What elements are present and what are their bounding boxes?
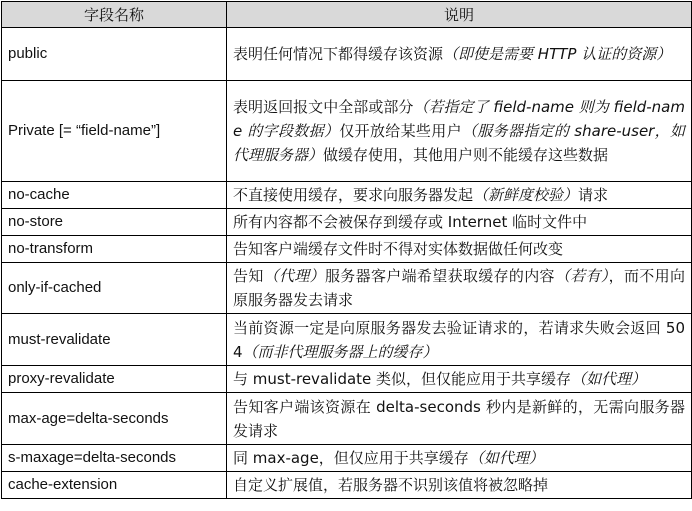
description-text: 服务器客户端希望获取缓存的内容 [324, 267, 555, 285]
description-cell [227, 209, 692, 236]
description-text: 仅开放给某些用户 [339, 122, 462, 140]
description-cell [227, 393, 692, 445]
description-text: ，而不用向原服务器发去请求 [233, 267, 685, 309]
field-name-cell: Private [= “field-name”] [2, 81, 227, 182]
table-row [2, 263, 692, 314]
table-row [2, 182, 692, 209]
table-row [2, 28, 692, 81]
description-note: （代理） [263, 267, 325, 285]
field-name-cell: only-if-cached [2, 263, 227, 314]
field-name-cell: cache-extension [2, 472, 227, 499]
field-name-cell: s-maxage=delta-seconds [2, 445, 227, 472]
table-header-row [2, 2, 692, 28]
field-name-cell: max-age=delta-seconds [2, 393, 227, 445]
header-description: 说明 [227, 2, 692, 28]
field-name-cell: no-store [2, 209, 227, 236]
description-text: 请求 [578, 186, 609, 204]
field-name-cell: proxy-revalidate [2, 366, 227, 393]
description-cell [227, 236, 692, 263]
table-row [2, 472, 692, 499]
description-text: 所有内容都不会被保存到缓存或 Internet 临时文件中 [233, 213, 588, 231]
description-cell [227, 314, 692, 366]
field-name-cell: public [2, 28, 227, 81]
description-cell [227, 472, 692, 499]
description-cell [227, 445, 692, 472]
table-body [2, 28, 692, 499]
table-row [2, 236, 692, 263]
description-note: （若有） [554, 267, 609, 285]
description-text: 告知 [233, 267, 264, 285]
description-text: 告知客户端缓存文件时不得对实体数据做任何改变 [233, 240, 564, 258]
description-text: 自定义扩展值，若服务器不识别该值将被忽略掉 [233, 476, 549, 494]
description-text: 与 must-revalidate 类似，但仅能应用于共享缓存 [233, 370, 572, 388]
table-row [2, 209, 692, 236]
description-cell [227, 366, 692, 393]
description-cell [227, 28, 692, 81]
description-text: 同 max-age，但仅应用于共享缓存 [233, 449, 469, 467]
description-note: （如代理） [468, 449, 544, 467]
description-text: 当前资源一定是向原服务器发去验证请求的，若请求失败会返回 504 [233, 318, 685, 361]
description-note: （即使是需要 HTTP 认证的资源） [443, 45, 672, 63]
field-name-cell: must-revalidate [2, 314, 227, 366]
description-cell [227, 263, 692, 314]
description-note: （新鲜度校验） [473, 186, 579, 204]
table-row [2, 445, 692, 472]
table-row [2, 81, 692, 182]
field-name-cell: no-cache [2, 182, 227, 209]
description-note: （服务器指定的 share-user，如代理服务器） [233, 122, 685, 164]
description-cell [227, 182, 692, 209]
description-note: （而非代理服务器上的缓存） [242, 342, 438, 361]
description-note: （若指定了 field-name 则为 field-name 的字段数据） [233, 98, 685, 140]
cache-control-table [1, 1, 692, 499]
description-cell [227, 81, 692, 182]
table-row [2, 393, 692, 445]
field-name-cell: no-transform [2, 236, 227, 263]
header-field-name: 字段名称 [2, 2, 227, 28]
description-text: 做缓存使用，其他用户则不能缓存这些数据 [323, 146, 609, 164]
description-note: （如代理） [571, 370, 647, 388]
description-text: 表明任何情况下都得缓存该资源 [233, 45, 444, 63]
table-row [2, 366, 692, 393]
table-row [2, 314, 692, 366]
description-text: 告知客户端该资源在 delta-seconds 秒内是新鲜的，无需向服务器发请求 [233, 397, 685, 440]
description-text: 表明返回报文中全部或部分 [233, 98, 414, 116]
description-text: 不直接使用缓存，要求向服务器发起 [233, 186, 474, 204]
